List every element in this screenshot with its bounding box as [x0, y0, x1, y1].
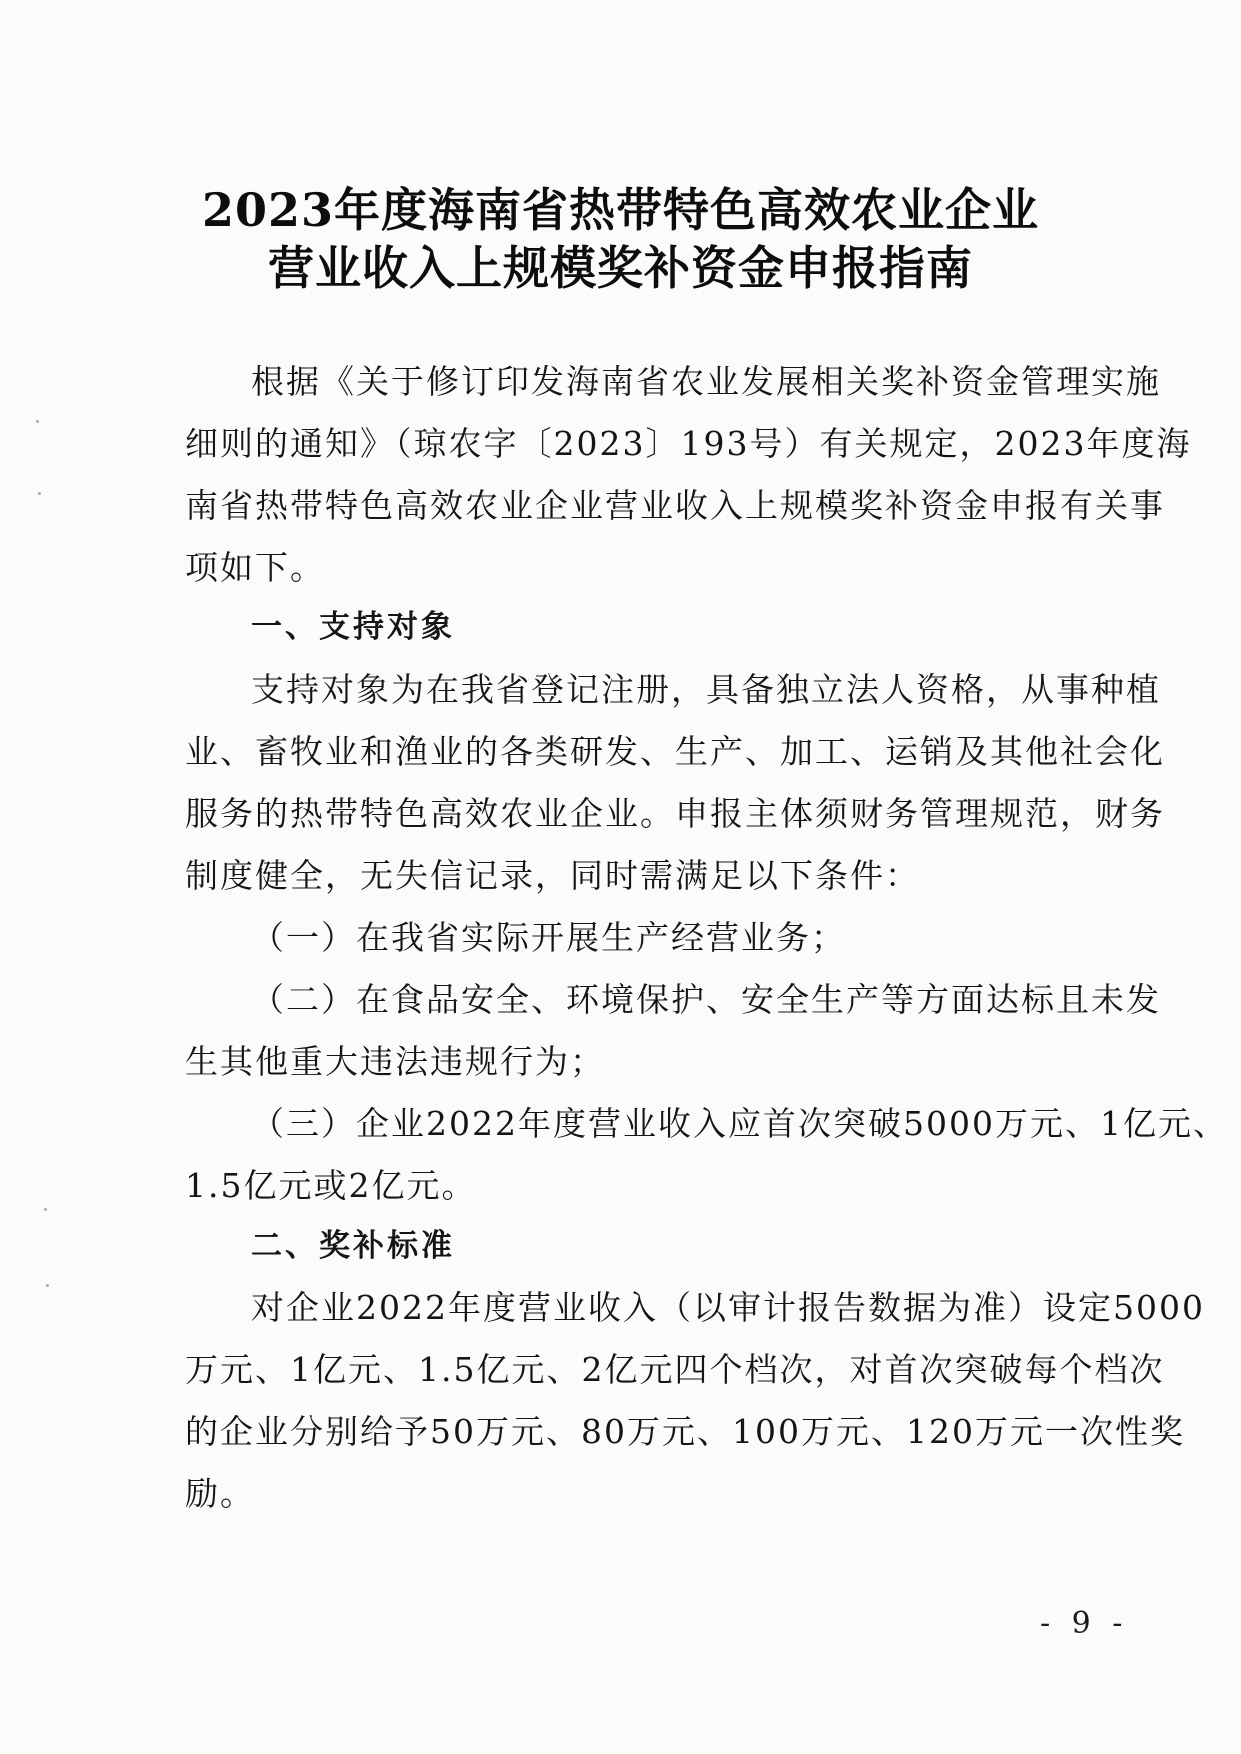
intro-paragraph-line: 细则的通知》（琼农字〔2023〕193号）有关规定，2023年度海	[185, 424, 1192, 463]
condition-item-2-continued: 生其他重大违法违规行为；	[185, 1042, 605, 1081]
section-heading-support-targets: 一、支持对象	[251, 609, 455, 645]
condition-item-1: （一）在我省实际开展生产经营业务；	[251, 918, 846, 957]
section2-paragraph-line: 励。	[185, 1474, 255, 1513]
condition-item-2: （二）在食品安全、环境保护、安全生产等方面达标且未发	[251, 980, 1161, 1019]
section-heading-award-standard: 二、奖补标准	[251, 1228, 455, 1264]
scan-speck	[36, 420, 39, 423]
condition-item-3: （三）企业2022年度营业收入应首次突破5000万元、1亿元、	[251, 1104, 1228, 1143]
section1-paragraph-line: 制度健全，无失信记录，同时需满足以下条件：	[185, 856, 920, 895]
intro-paragraph-line: 南省热带特色高效农业企业营业收入上规模奖补资金申报有关事	[185, 486, 1165, 525]
intro-paragraph-line: 根据《关于修订印发海南省农业发展相关奖补资金管理实施	[251, 362, 1161, 401]
intro-paragraph-line: 项如下。	[185, 548, 325, 587]
document-title-line-2: 营业收入上规模奖补资金申报指南	[268, 241, 973, 295]
condition-item-3-continued: 1.5亿元或2亿元。	[185, 1166, 477, 1205]
page-number: - 9 -	[1040, 1606, 1129, 1641]
section1-paragraph-line: 业、畜牧业和渔业的各类研发、生产、加工、运销及其他社会化	[185, 732, 1165, 771]
section2-paragraph-line: 的企业分别给予50万元、80万元、100万元、120万元一次性奖	[185, 1412, 1185, 1451]
scan-speck	[44, 1208, 47, 1211]
scan-speck	[46, 1284, 49, 1287]
section2-paragraph-line: 万元、1亿元、1.5亿元、2亿元四个档次，对首次突破每个档次	[185, 1350, 1165, 1389]
section1-paragraph-line: 支持对象为在我省登记注册，具备独立法人资格，从事种植	[251, 670, 1161, 709]
section2-paragraph-line: 对企业2022年度营业收入（以审计报告数据为准）设定5000	[251, 1288, 1205, 1327]
section1-paragraph-line: 服务的热带特色高效农业企业。申报主体须财务管理规范，财务	[185, 794, 1165, 833]
document-title-line-1: 2023年度海南省热带特色高效农业企业	[201, 183, 1040, 237]
scan-speck	[38, 492, 41, 495]
